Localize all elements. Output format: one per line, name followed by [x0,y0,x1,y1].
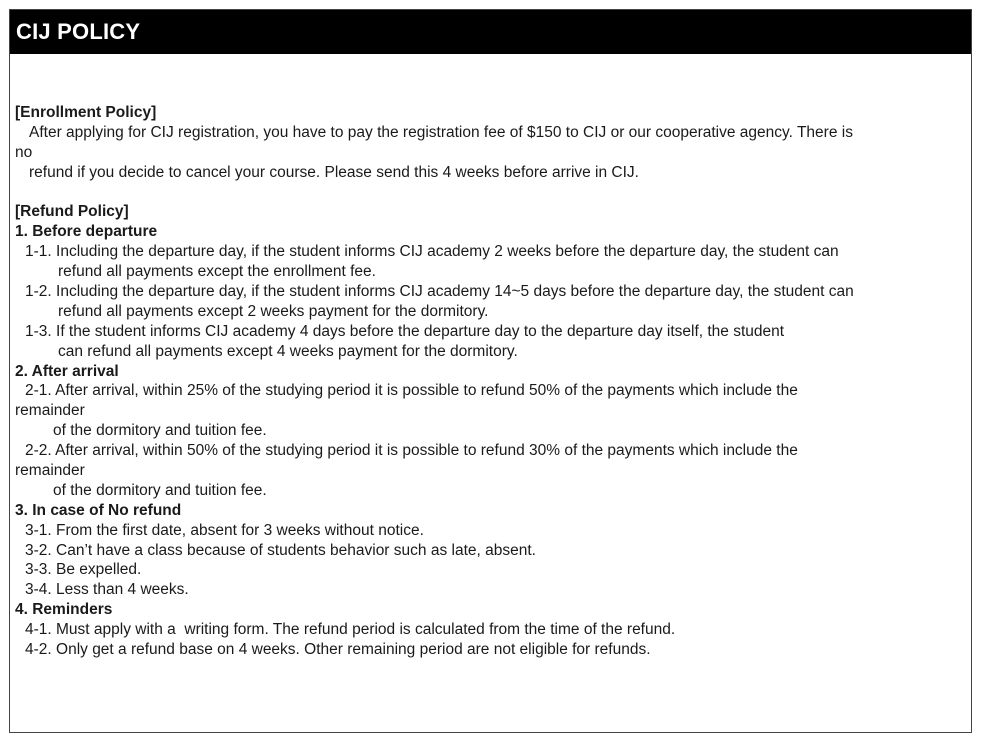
list-item: 2-2. After arrival, within 50% of the studying period it is possible to refund 30% of the payments which include the [25,442,798,460]
page-title: CIJ POLICY [10,10,971,54]
list-item: 1-1. Including the departure day, if the student informs CIJ academy 2 weeks before the departure day, the student can [25,243,839,261]
before-departure-heading: 1. Before departure [15,223,158,241]
enrollment-policy-text-wrap: no [15,143,33,161]
spacer [15,183,960,203]
list-item: 3-1. From the first date, absent for 3 weeks without notice. [25,521,424,539]
list-item: 1-3. If the student informs CIJ academy 4 days before the departure day to the departure day itself, the student [25,322,785,340]
list-item-cont: of the dormitory and tuition fee. [53,481,267,499]
list-item: 3-3. Be expelled. [25,561,142,579]
list-item: 2-1. After arrival, within 25% of the studying period it is possible to refund 50% of the payments which include the [25,382,798,400]
list-item-cont: of the dormitory and tuition fee. [53,422,267,440]
refund-policy-heading: [Refund Policy] [15,203,129,221]
after-arrival-heading: 2. After arrival [15,362,119,380]
policy-content [15,103,960,660]
list-item: 3-4. Less than 4 weeks. [25,581,189,599]
list-item: 3-2. Can’t have a class because of students behavior such as late, absent. [25,541,536,559]
enrollment-policy-text: After applying for CIJ registration, you have to pay the registration fee of $150 to CIJ or our cooperative agency. There is [29,123,853,141]
list-item: 1-2. Including the departure day, if the student informs CIJ academy 14~5 days before the departure day, the student can [25,283,854,301]
enrollment-policy-text-cont: refund if you decide to cancel your course. Please send this 4 weeks before arrive in CIJ. [29,163,639,181]
enrollment-policy-section [15,103,960,183]
list-item-cont: can refund all payments except 4 weeks payment for the dormitory. [58,342,518,360]
refund-policy-section [15,202,960,659]
list-item-cont: refund all payments except 2 weeks payment for the dormitory. [58,302,489,320]
list-item-cont: refund all payments except the enrollment fee. [58,263,376,281]
reminders-heading: 4. Reminders [15,601,113,619]
list-item-wrap: remainder [15,462,85,480]
policy-document [9,9,972,733]
list-item: 4-1. Must apply with a writing form. The refund period is calculated from the time of the refund. [25,621,676,639]
list-item-wrap: remainder [15,402,85,420]
no-refund-heading: 3. In case of No refund [15,501,182,519]
enrollment-policy-heading: [Enrollment Policy] [15,104,157,121]
list-item: 4-2. Only get a refund base on 4 weeks. Other remaining period are not eligible for refunds. [25,641,651,659]
